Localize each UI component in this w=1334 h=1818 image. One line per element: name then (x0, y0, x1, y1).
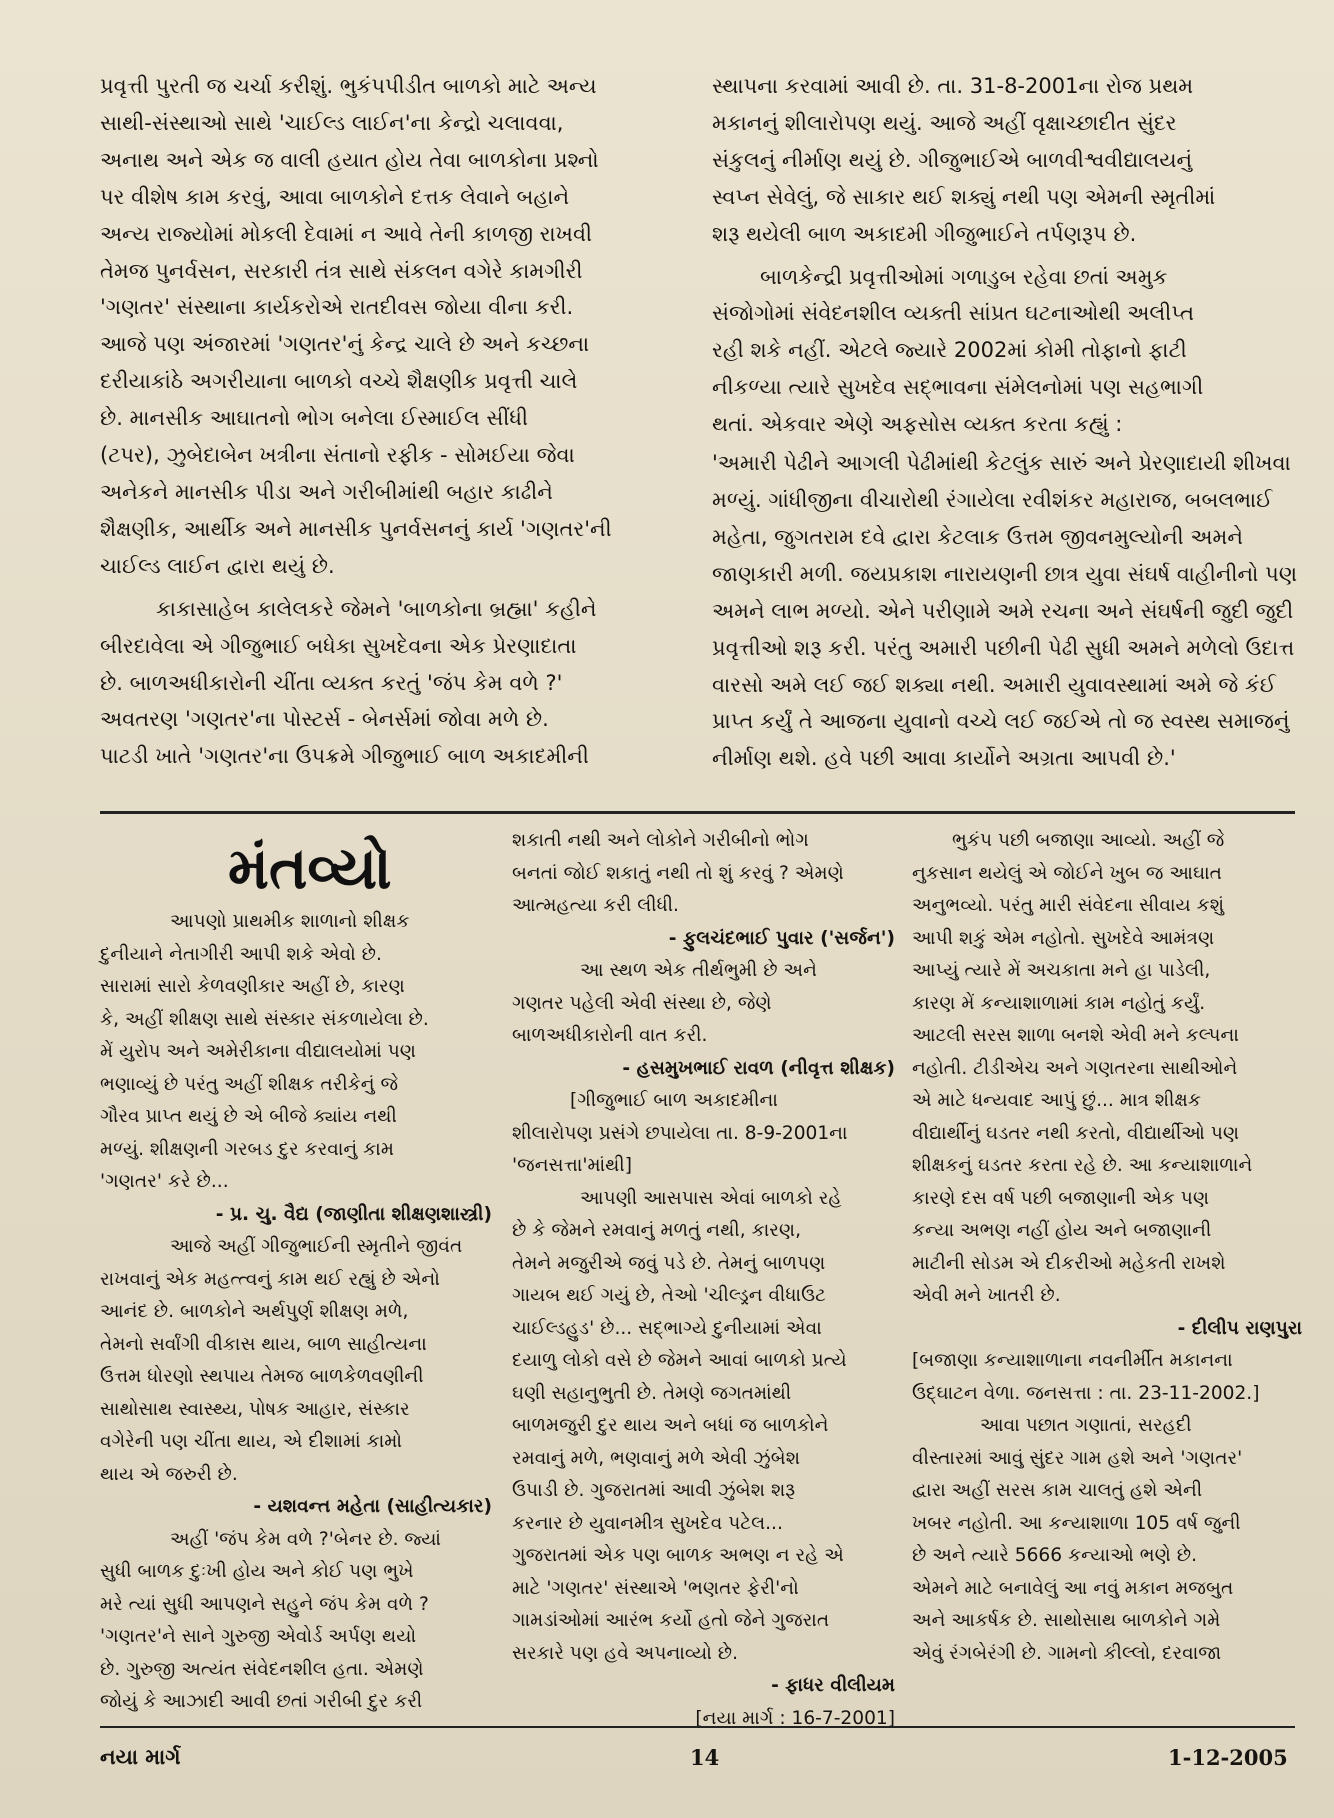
paragraph: આ સ્થળ એક તીર્થભુમી છે અને ગણતર પહેલી એવી સંસ્થા છે, જેણે બાળઅધીકારોની વાત કરી. (512, 960, 817, 1046)
opinions-column-middle (512, 825, 895, 1729)
author-signature: - ફુલચંદભાઈ પુવાર ('સર્જન') (668, 927, 895, 949)
author-signature: - યશવન્ત મહેતા (સાહીત્યકાર) (253, 1496, 492, 1517)
publication-name: નયા માર્ગ (100, 1745, 181, 1769)
issue-date: 1-12-2005 (1168, 1745, 1288, 1770)
author-signature: - ફાધર વીલીયમ (771, 1675, 895, 1696)
footer-divider (100, 1726, 1295, 1728)
paragraph: પ્રવૃત્તી પુરતી જ ચર્ચા કરીશું. ભુકંપપીડીત બાળકો માટે અન્ય સાથી-સંસ્થાઓ સાથે 'ચાઈલ્ડ લાઈન'ના કેન્દ્રો ચલાવવા, અનાથ અને એક જ વાલી હયાત હોય તેવા બાળકોના પ્રશ્નો પર વીશેષ કામ કરવું, આવા બાળકોને દત્તક લેવાને બહાને અન્ય રાજ્યોમાં મોકલી દેવામાં ન આવે તેની કાળજી રાખવી તેમજ પુનર્વસન, સરકારી તંત્ર સાથે સંકલન વગેરે કામગીરી 'ગણતર' સંસ્થાના કાર્યકરોએ રાતદીવસ જોયા વીના કરી. આજે પણ અંજારમાં 'ગણતર'નું કેન્દ્ર ચાલે છે અને કચ્છના દરીયાકાંઠે અગરીયાના બાળકો વચ્ચે શૈક્ષણીક પ્રવૃત્તી ચાલે છે. માનસીક આઘાતનો ભોગ બનેલા ઈસ્માઈલ સીંધી (ટપર), ઝુબેદાબેન ખત્રીના સંતાનો રફીક - સોમઈયા જેવા અનેકને માનસીક પીડા અને ગરીબીમાંથી બહાર કાઢીને શૈક્ષણીક, આર્થીક અને માનસીક પુનર્વસનનું કાર્ય 'ગણતર'ની ચાઈલ્ડ લાઈન દ્વારા થયું છે. (100, 74, 612, 578)
paragraph: ભુકંપ પછી બજાણા આવ્યો. અહીં જે નુકસાન થયેલું એ જોઈને ખુબ જ આઘાત અનુભવ્યો. પરંતુ મારી સંવેદના સીવાય કશું આપી શકું એમ નહોતો. સુખદેવે આમંત્રણ આપ્યું ત્યારે મેં અચકાતા મને હા પાડેલી, કારણ મેં કન્યાશાળામાં કામ નહોતું કર્યું. આટલી સરસ શાળા બનશે એવી મને કલ્પના નહોતી. ટીડીએચ અને ગણતરના સાથીઓને એ માટે ધન્યવાદ આપું છું... માત્ર શીક્ષક વીદ્યાર્થીનું ઘડતર નથી કરતો, વીદ્યાર્થીઓ પણ શીક્ષકનું ઘડતર કરતા રહે છે. આ કન્યાશાળાને કારણે દસ વર્ષ પછી બજાણાની એક પણ કન્યા અભણ નહીં હોય અને બજાણાની માટીની સોડમ એ દીકરીઓ મહેકતી રાખશે એવી મને ખાતરી છે. (912, 830, 1253, 1306)
opinions-column-left (100, 906, 492, 1714)
paragraph: અહીં 'જંપ કેમ વળે ?'બેનર છે. જ્યાં સુધી બાળક દુઃખી હોય અને કોઈ પણ ભુખે મરે ત્યાં સુધી આપણને સહુને જંપ કેમ વળે ? 'ગણતર'ને સાને ગુરુજી એવોર્ડ અર્પણ થયો છે. ગુરુજી અત્યંત સંવેદનશીલ હતા. એમણે જોયું કે આઝાદી આવી છતાં ગરીબી દુર કરી (100, 1528, 441, 1712)
paragraph: શકાતી નથી અને લોકોને ગરીબીનો ભોગ બનતાં જોઈ શકાતું નથી તો શું કરવું ? એમણે આત્મહત્યા કરી લીધી. (512, 830, 844, 916)
paragraph: આજે અહીં ગીજુભાઈની સ્મૃતીને જીવંત રાખવાનું એક મહત્ત્વનું કામ થઈ રહ્યું છે એનો આનંદ છે. બાળકોને અર્થપુર્ણ શીક્ષણ મળે, તેમનો સર્વાંગી વીકાસ થાય, બાળ સાહીત્યના ઉત્તમ ધોરણો સ્થપાય તેમજ બાળકેળવણીની સાથોસાથ સ્વાસ્થ્ય, પોષક આહાર, સંસ્કાર વગેરેની પણ ચીંતા થાય, એ દીશામાં કામો થાય એ જરુરી છે. (100, 1236, 463, 1485)
author-signature: - પ્ર. ચુ. વૈદ્ય (જાણીતા શીક્ષણશાસ્ત્રી) (215, 1203, 492, 1225)
paragraph: સ્થાપના કરવામાં આવી છે. તા. 31-8-2001ના રોજ પ્રથમ મકાનનું શીલારોપણ થયું. આજે અહીં વૃક્ષાચ્છાદીત સુંદર સંકુલનું નીર્માણ થયું છે. ગીજુભાઈએ બાળવીશ્વવીદ્યાલયનું સ્વપ્ન સેવેલું, જે સાકાર થઈ શક્યું નથી પણ એમની સ્મૃતીમાં શરૂ થયેલી બાળ અકાદમી ગીજુભાઈને તર્પણરૂપ છે. (712, 74, 1216, 246)
quotation: 'અમારી પેઢીને આગલી પેઢીમાંથી કેટલુંક સારું અને પ્રેરણાદાયી શીખવા મળ્યું. ગાંધીજીના વીચારોથી રંગાયેલા રવીશંકર મહારાજ, બબલભાઈ મહેતા, જુગતરામ દવે દ્વારા કેટલાક ઉત્તમ જીવનમુલ્યોની અમને જાણકારી મળી. જયપ્રકાશ નારાયણની છાત્ર યુવા સંઘર્ષ વાહીનીનો પણ અમને લાભ મળ્યો. એને પરીણામે અમે રચના અને સંઘર્ષની જુદી જુદી પ્રવૃત્તીઓ શરૂ કરી. પરંતુ અમારી પછીની પેઢી સુધી અમને મળેલો ઉદાત્ત વારસો અમે લઈ જઈ શક્યા નથી. અમારી યુવાવસ્થામાં અમે જે કંઈ પ્રાપ્ત કર્યું તે આજના યુવાનો વચ્ચે લઈ જઈએ તો જ સ્વસ્થ સમાજનું નીર્માણ થશે. હવે પછી આવા કાર્યોને અગ્રતા આપવી છે.' (712, 451, 1298, 771)
source-note: [નયા માર્ગ : 16-7-2001] (695, 1707, 895, 1729)
paragraph: કાકાસાહેબ કાલેલકરે જેમને 'બાળકોના બ્રહ્મા' કહીને બીરદાવેલા એ ગીજુભાઈ બધેકા સુખદેવના એક પ્રેરણાદાતા છે. બાળઅધીકારોની ચીંતા વ્યક્ત કરતું 'જંપ કેમ વળે ?' અવતરણ 'ગણતર'ના પોસ્ટર્સ - બેનર્સમાં જોવા મળે છે. પાટડી ખાતે 'ગણતર'ના ઉપક્રમે ગીજુભાઈ બાળ અકાદમીની (100, 596, 597, 769)
section-divider (100, 811, 1295, 814)
section-heading: મંતવ્યો (228, 834, 392, 902)
source-note: [ગીજુભાઈ બાળ અકાદમીના શીલારોપણ પ્રસંગે છપાયેલા તા. 8-9-2001ના 'જનસત્તા'માંથી] (512, 1090, 848, 1176)
top-right-column (712, 68, 1304, 788)
opinions-column-right (912, 825, 1302, 1715)
paragraph: બાળકેન્દ્રી પ્રવૃત્તીઓમાં ગળાડુબ રહેવા છતાં અમુક સંજોગોમાં સંવેદનશીલ વ્યક્તી સાંપ્રત ઘટનાઓથી અલીપ્ત રહી શકે નહીં. એટલે જ્યારે 2002માં કોમી તોફાનો ફાટી નીકળ્યા ત્યારે સુખદેવ સદ્‌ભાવના સંમેલનોમાં પણ સહભાગી થતાં. એકવાર એણે અફસોસ વ્યક્ત કરતા કહ્યું : (712, 264, 1204, 437)
paragraph: આપણી આસપાસ એવાં બાળકો રહે છે કે જેમને રમવાનું મળતું નથી, કારણ, તેમને મજુરીએ જવું પડે છે. તેમનું બાળપણ ગાયબ થઈ ગયું છે, તેઓ 'ચીલ્ડ્રન વીધાઉટ ચાઈલ્ડહુડ' છે... સદ્‌ભાગ્યે દુનીયામાં એવા દયાળુ લોકો વસે છે જેમને આવાં બાળકો પ્રત્યે ઘણી સહાનુભુતી છે. તેમણે જગતમાંથી બાળમજુરી દુર થાય અને બધાં જ બાળકોને રમવાનું મળે, ભણવાનું મળે એવી ઝુંબેશ ઉપાડી છે. ગુજરાતમાં આવી ઝુંબેશ શરૂ કરનાર છે યુવાનમીત્ર સુખદેવ પટેલ... ગુજરાતમાં એક પણ બાળક અભણ ન રહે એ માટે 'ગણતર' સંસ્થાએ 'ભણતર ફેરી'નો ગામડાંઓમાં આરંભ કર્યો હતો જેને ગુજરાત સરકારે પણ હવે અપનાવ્યો છે. (512, 1187, 847, 1664)
paragraph: આવા પછાત ગણાતાં, સરહદી વીસ્તારમાં આવું સુંદર ગામ હશે અને 'ગણતર' દ્વારા અહીં સરસ કામ ચાલતું હશે એની ખબર નહોતી. આ કન્યાશાળા 105 વર્ષ જુની છે અને ત્યારે 5666 કન્યાઓ ભણે છે. એમને માટે બનાવેલું આ નવું મકાન મજબુત અને આકર્ષક છે. સાથોસાથ બાળકોને ગમે એવું રંગબેરંગી છે. ગામનો કીલ્લો, દરવાજા (912, 1415, 1243, 1664)
page-number: 14 (690, 1745, 720, 1770)
paragraph: આપણો પ્રાથમીક શાળાનો શીક્ષક દુનીયાને નેતાગીરી આપી શકે એવો છે. સારામાં સારો કેળવણીકાર અહીં છે, કારણ કે, અહીં શીક્ષણ સાથે સંસ્કાર સંકળાયેલા છે. મેં યુરોપ અને અમેરીકાના વીદ્યાલયોમાં પણ ભણાવ્યું છે પરંતુ અહીં શીક્ષક તરીકેનું જે ગૌરવ પ્રાપ્ત થયું છે એ બીજે ક્યાંય નથી મળ્યું. શીક્ષણની ગરબડ દુર કરવાનું કામ 'ગણતર' કરે છે... (100, 911, 429, 1192)
top-left-column (100, 68, 700, 788)
author-signature: - દીલીપ રાણપુરા (1177, 1317, 1302, 1339)
source-note: [બજાણા કન્યાશાળાના નવનીર્મીત મકાનના ઉદ્ઘાટન વેળા. જનસત્તા : તા. 23-11-2002.] (912, 1350, 1260, 1404)
author-signature: - હસમુખભાઈ રાવળ (નીવૃત્ત શીક્ષક) (622, 1057, 895, 1079)
